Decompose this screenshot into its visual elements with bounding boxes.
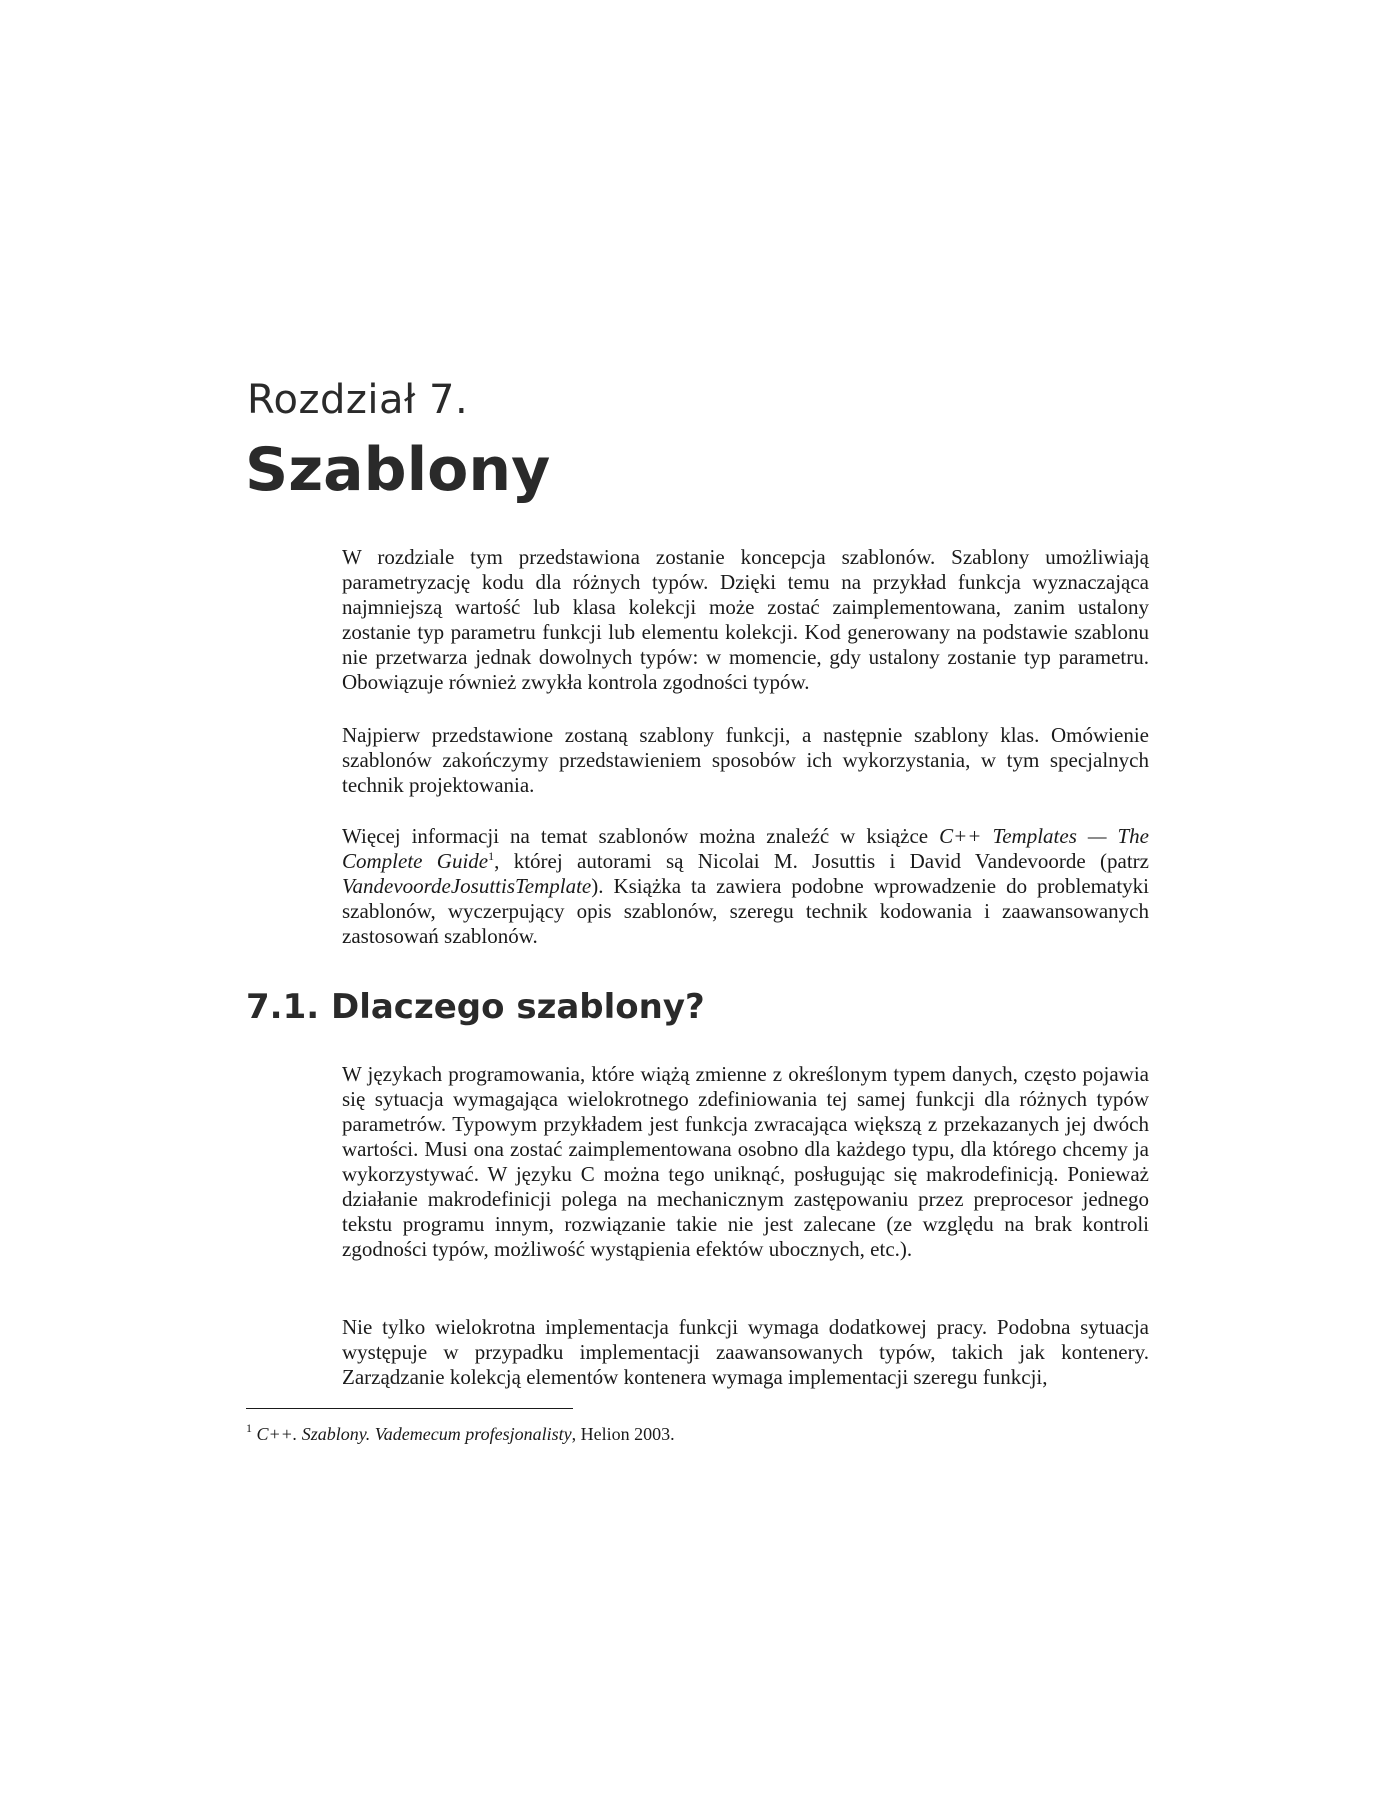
intro-paragraph-1: W rozdziale tym przedstawiona zostanie koncepcja szablonów. Szablony umożliwiają parametryzację kodu dla różnych typów. Dzięki temu na przykład funkcja wyznaczająca najmniejszą wartość lub klasa kolekcji może zostać zaimplementowana, zanim ustalony zostanie typ parametru funkcji lub elementu kolekcji. Kod generowany na podstawie szablonu nie przetwarza jednak dowolnych typów: w momencie, gdy ustalony zostanie typ parametru. Obowiązuje również zwykła kontrola zgodności typów. <box>342 545 1149 694</box>
section-paragraph-2: Nie tylko wielokrotna implementacja funkcji wymaga dodatkowej pracy. Podobna sytuacja występuje w przypadku implementacji zaawansowanych typów, takich jak kontenery. Zarządzanie kolekcją elementów kontenera wymaga implementacji szeregu funkcji, <box>342 1315 1149 1389</box>
section-heading: 7.1. Dlaczego szablony? <box>246 987 705 1027</box>
footnote-book-title: C++. Szablony. Vademecum profesjonalisty <box>256 1424 572 1444</box>
intro-text: ). Książka ta zawiera podobne wprowadzenie do problematyki szablonów, wyczerpujący opis szablonów, szeregu technik kodowania i zaawansowanych zastosowań szablonów. <box>342 874 1149 948</box>
book-title: C++ Templates — The Complete Guide <box>342 824 1150 873</box>
chapter-title: Szablony <box>245 435 551 505</box>
intro-paragraph-3 <box>342 824 1149 949</box>
intro-text: Więcej informacji na temat szablonów można znaleźć w książce <box>342 824 940 848</box>
footnote-reference[interactable]: 1 <box>488 849 495 863</box>
intro-text: , której autorami są Nicolai M. Josuttis i David Vandevoorde (patrz <box>494 849 1149 873</box>
citation-key: VandevoordeJosuttisTemplate <box>342 874 592 898</box>
intro-paragraph-2: Najpierw przedstawione zostaną szablony funkcji, a następnie szablony klas. Omówienie szablonów zakończymy przedstawieniem sposobów ich wykorzystania, w tym specjalnych technik projektowania. <box>342 723 1149 797</box>
footnote-text: , Helion 2003. <box>571 1424 675 1444</box>
footnote-divider <box>246 1408 573 1409</box>
footnote <box>246 1423 675 1445</box>
chapter-label: Rozdział 7. <box>247 377 469 423</box>
footnote-marker: 1 <box>246 1421 252 1435</box>
section-paragraph-1: W językach programowania, które wiążą zmienne z określonym typem danych, często pojawia się sytuacja wymagająca wielokrotnego zdefiniowania tej samej funkcji dla różnych typów parametrów. Typowym przykładem jest funkcja zwracająca większą z przekazanych jej dwóch wartości. Musi ona zostać zaimplementowana osobno dla każdego typu, dla którego chcemy ja wykorzystywać. W języku C można tego uniknąć, posługując się makrodefinicją. Ponieważ działanie makrodefinicji polega na mechanicznym zastępowaniu przez preprocesor jednego tekstu programu innym, rozwiązanie takie nie jest zalecane (ze względu na brak kontroli zgodności typów, możliwość wystąpienia efektów ubocznych, etc.). <box>342 1062 1149 1261</box>
